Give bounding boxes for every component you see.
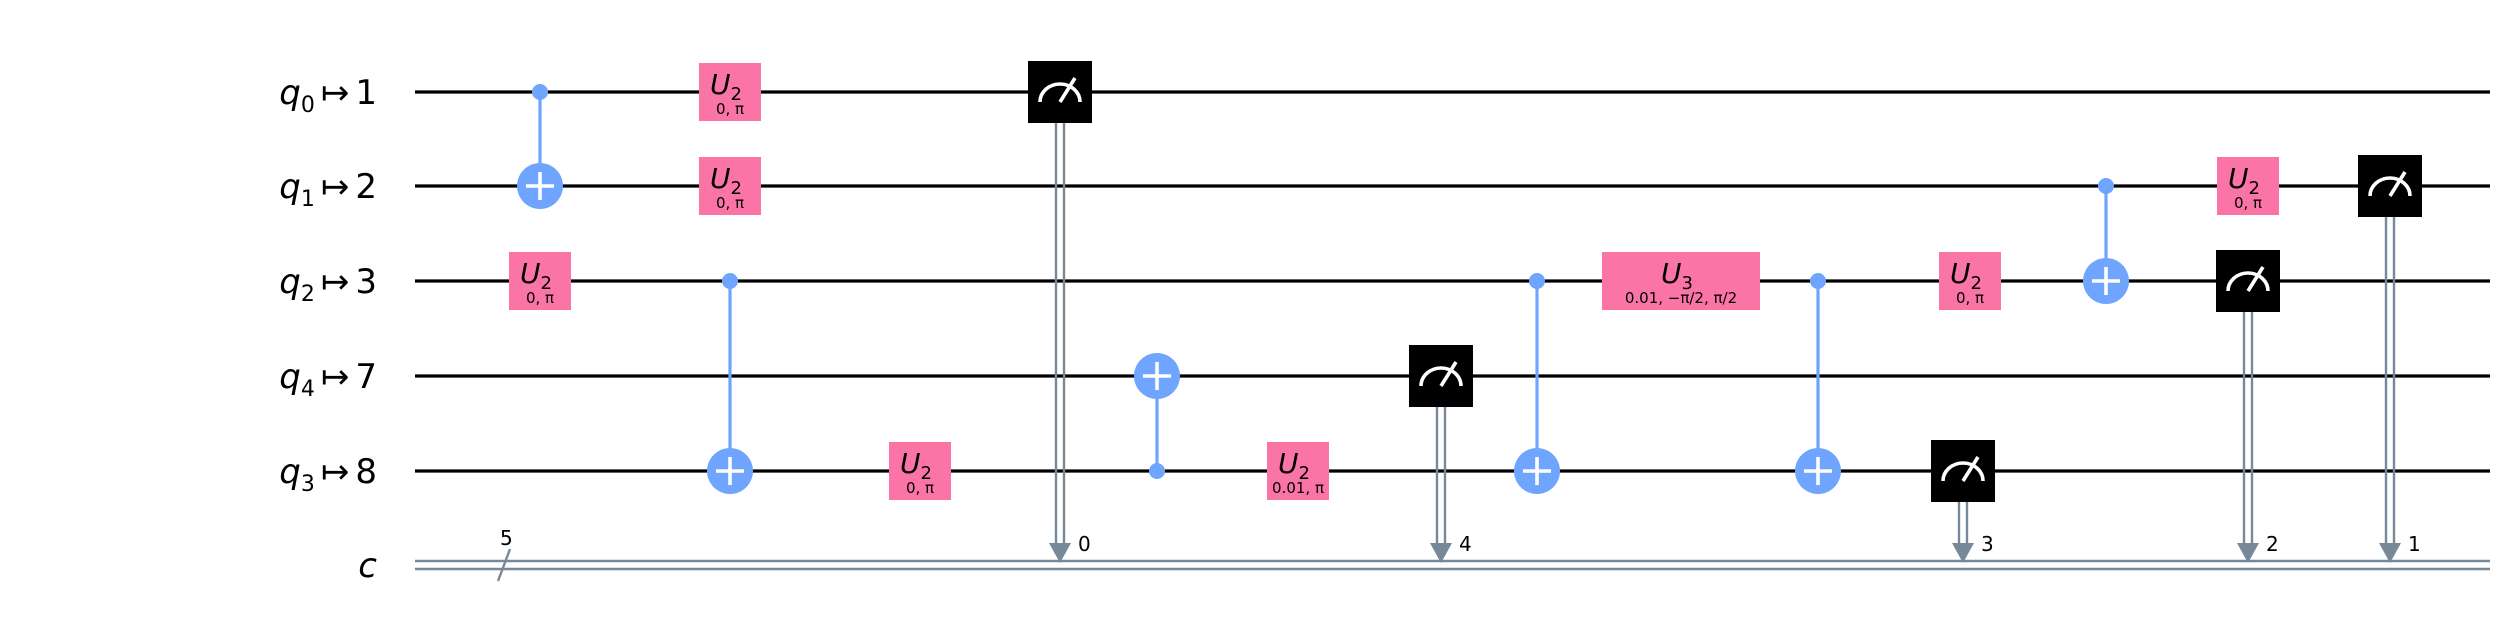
u2-gate	[1939, 252, 2001, 310]
connections-layer	[540, 92, 2401, 563]
measure-gate	[1028, 61, 1092, 123]
measure-gate	[1409, 345, 1473, 407]
qubit-label-q1	[279, 167, 377, 212]
map-arrow: ↦	[320, 73, 350, 113]
measure-box	[1028, 61, 1092, 123]
qubit-label-index: 3	[300, 472, 315, 497]
measure-gate	[2216, 250, 2280, 312]
u2-gate	[2217, 157, 2279, 215]
measure-box	[2216, 250, 2280, 312]
gate-name-index: 3	[1681, 273, 1693, 294]
gate-name-index: 2	[730, 84, 742, 105]
qubit-label-base: q	[279, 73, 301, 113]
qubit-label-base: q	[279, 167, 301, 207]
control-dot	[1810, 273, 1826, 289]
gate-params: 0, π	[905, 479, 935, 497]
gate-params: 0, π	[525, 289, 555, 307]
u2-gate	[699, 63, 761, 121]
measure-box	[2358, 155, 2422, 217]
qubit-label-base: q	[279, 357, 301, 397]
qubit-label-q0	[279, 73, 377, 118]
gate-name-index: 2	[2248, 178, 2260, 199]
classical-bit-index: 3	[1981, 532, 1994, 556]
gate-name-index: 2	[730, 178, 742, 199]
gate-name-letter: U	[710, 68, 731, 101]
gate-name-index: 2	[1298, 463, 1310, 484]
gate-name-letter: U	[710, 162, 731, 195]
gate-params: 0.01, −π/2, π/2	[1624, 289, 1738, 307]
gate-params: 0.01, π	[1272, 479, 1324, 497]
qubit-label-index: 1	[300, 187, 315, 212]
measure-gate	[1931, 440, 1995, 502]
labels-layer	[279, 73, 2420, 586]
gate-name-index: 2	[1970, 273, 1982, 294]
map-arrow: ↦	[320, 167, 350, 207]
gate-name-index: 2	[920, 463, 932, 484]
qubit-label-q4	[279, 357, 377, 402]
gate-name-letter: U	[1661, 257, 1682, 290]
register-width-label: 5	[500, 526, 513, 550]
map-arrow: ↦	[320, 452, 350, 492]
physical-qubit-index: 3	[355, 262, 377, 302]
qubit-label-base: q	[279, 452, 301, 492]
u2-gate	[509, 252, 571, 310]
gate-name-letter: U	[1278, 447, 1299, 480]
gate-params: 0, π	[715, 100, 745, 118]
map-arrow: ↦	[320, 262, 350, 302]
classical-bit-index: 0	[1078, 532, 1091, 556]
control-dot	[532, 84, 548, 100]
control-dot	[2098, 178, 2114, 194]
gate-params: 0, π	[2233, 194, 2263, 212]
gate-params: 0, π	[715, 194, 745, 212]
measure-box	[1409, 345, 1473, 407]
map-arrow: ↦	[320, 357, 350, 397]
qubit-label-q3	[279, 452, 377, 497]
qubit-label-index: 2	[300, 282, 315, 307]
classical-register-label: c	[358, 546, 377, 586]
physical-qubit-index: 1	[355, 73, 377, 113]
control-dot	[1529, 273, 1545, 289]
qubit-label-index: 0	[300, 93, 315, 118]
physical-qubit-index: 2	[355, 167, 377, 207]
gate-params: 0, π	[1955, 289, 1985, 307]
classical-bit-index: 1	[2408, 532, 2421, 556]
control-dot	[722, 273, 738, 289]
qubit-label-index: 4	[300, 377, 315, 402]
qubit-label-q2	[279, 262, 377, 307]
u3-gate	[1602, 252, 1760, 310]
gate-name-letter: U	[900, 447, 921, 480]
gate-name-index: 2	[540, 273, 552, 294]
register-width-slash	[498, 549, 510, 581]
physical-qubit-index: 8	[355, 452, 377, 492]
control-dot	[1149, 463, 1165, 479]
classical-bit-index: 2	[2266, 532, 2279, 556]
physical-qubit-index: 7	[355, 357, 377, 397]
gate-name-letter: U	[520, 257, 541, 290]
measure-box	[1931, 440, 1995, 502]
u2-gate	[889, 442, 951, 500]
gate-name-letter: U	[1950, 257, 1971, 290]
measure-gate	[2358, 155, 2422, 217]
u2-gate	[699, 157, 761, 215]
gate-name-letter: U	[2228, 162, 2249, 195]
classical-bit-index: 4	[1459, 532, 1472, 556]
qubit-label-base: q	[279, 262, 301, 302]
u2-gate	[1267, 442, 1329, 500]
